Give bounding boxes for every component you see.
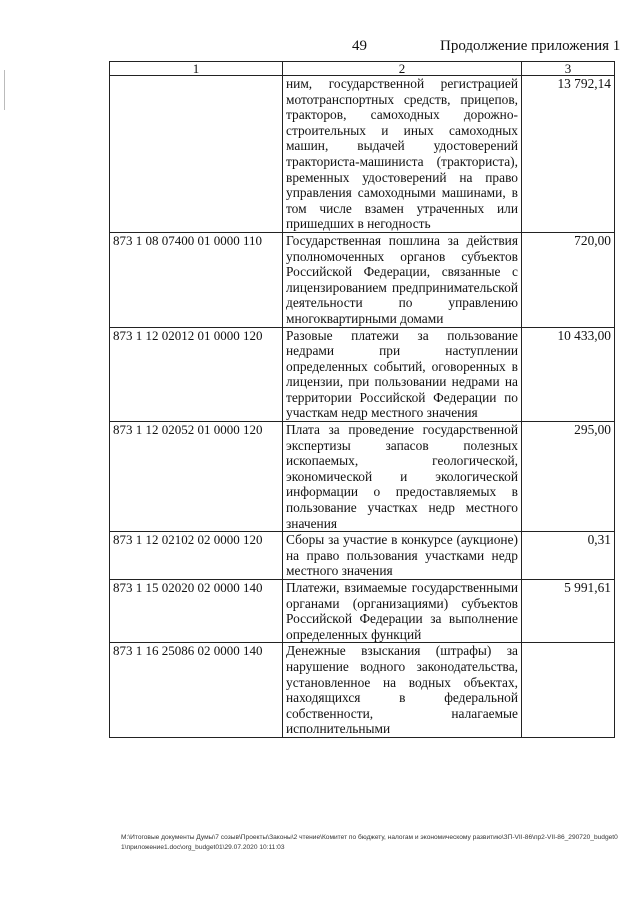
revenue-code: 873 1 12 02012 01 0000 120 bbox=[110, 327, 283, 422]
table-row bbox=[110, 580, 615, 643]
revenue-amount: 720,00 bbox=[522, 232, 615, 327]
revenue-amount: 10 433,00 bbox=[522, 327, 615, 422]
revenue-amount bbox=[522, 643, 615, 738]
table-row bbox=[110, 327, 615, 422]
revenue-code: 873 1 08 07400 01 0000 110 bbox=[110, 232, 283, 327]
revenue-code: 873 1 16 25086 02 0000 140 bbox=[110, 643, 283, 738]
table-row bbox=[110, 76, 615, 233]
revenue-code bbox=[110, 76, 283, 233]
continuation-label: Продолжение приложения 1 bbox=[440, 38, 621, 54]
revenue-description: Платежи, взимаемые государственными органами (организациями) субъектов Российской Федерации за выполнение определенных функций bbox=[283, 580, 522, 643]
document-path-footer: M:\Итоговые документы Думы\7 созыв\Проекты\Законы\2 чтение\Комитет по бюджету, налогам и экономическому развитию\ЗП-VII-86\пр2-VII-86_290720_budget01\приложение1.doc\org_budget01\29.07.2020 10:11:03 bbox=[121, 834, 618, 851]
revenue-description: Разовые платежи за пользование недрами при наступлении определенных событий, оговоренных в лицензии, при пользовании недрами на территории Российской Федерации по участкам недр местного значения bbox=[283, 327, 522, 422]
revenue-amount: 5 991,61 bbox=[522, 580, 615, 643]
table-row bbox=[110, 232, 615, 327]
column-header: 1 bbox=[110, 62, 283, 76]
revenue-amount: 13 792,14 bbox=[522, 76, 615, 233]
revenue-code: 873 1 12 02102 02 0000 120 bbox=[110, 532, 283, 580]
revenue-table bbox=[109, 61, 615, 738]
revenue-amount: 0,31 bbox=[522, 532, 615, 580]
revenue-code: 873 1 12 02052 01 0000 120 bbox=[110, 422, 283, 532]
table-header-row bbox=[110, 62, 615, 76]
table-row bbox=[110, 422, 615, 532]
revenue-description: Плата за проведение государственной экспертизы запасов полезных ископаемых, геологической, экономической и экологической информации о предоставляемых в пользование участках недр местного значения bbox=[283, 422, 522, 532]
revenue-description: Денежные взыскания (штрафы) за нарушение водного законодательства, установленное на водных объектах, находящихся в федеральной собственности, налагаемые исполнительными bbox=[283, 643, 522, 738]
revenue-description: Государственная пошлина за действия уполномоченных органов субъектов Российской Федерации, связанные с лицензированием предпринимательской деятельности по управлению многоквартирными домами bbox=[283, 232, 522, 327]
revenue-description: Сборы за участие в конкурсе (аукционе) на право пользования участками недр местного значения bbox=[283, 532, 522, 580]
page-number: 49 bbox=[352, 38, 367, 54]
margin-mark bbox=[4, 70, 8, 110]
column-header: 2 bbox=[283, 62, 522, 76]
table-row bbox=[110, 643, 615, 738]
column-header: 3 bbox=[522, 62, 615, 76]
revenue-amount: 295,00 bbox=[522, 422, 615, 532]
table-row bbox=[110, 532, 615, 580]
revenue-description: ним, государственной регистрацией мототранспортных средств, прицепов, тракторов, самоходных дорожно-строительных и иных самоходных машин, выдачей удостоверений тракториста-машиниста (тракториста), временных удостоверений на право управления самоходными машинами, в том числе взамен утраченных или пришедших в негодность bbox=[283, 76, 522, 233]
revenue-code: 873 1 15 02020 02 0000 140 bbox=[110, 580, 283, 643]
